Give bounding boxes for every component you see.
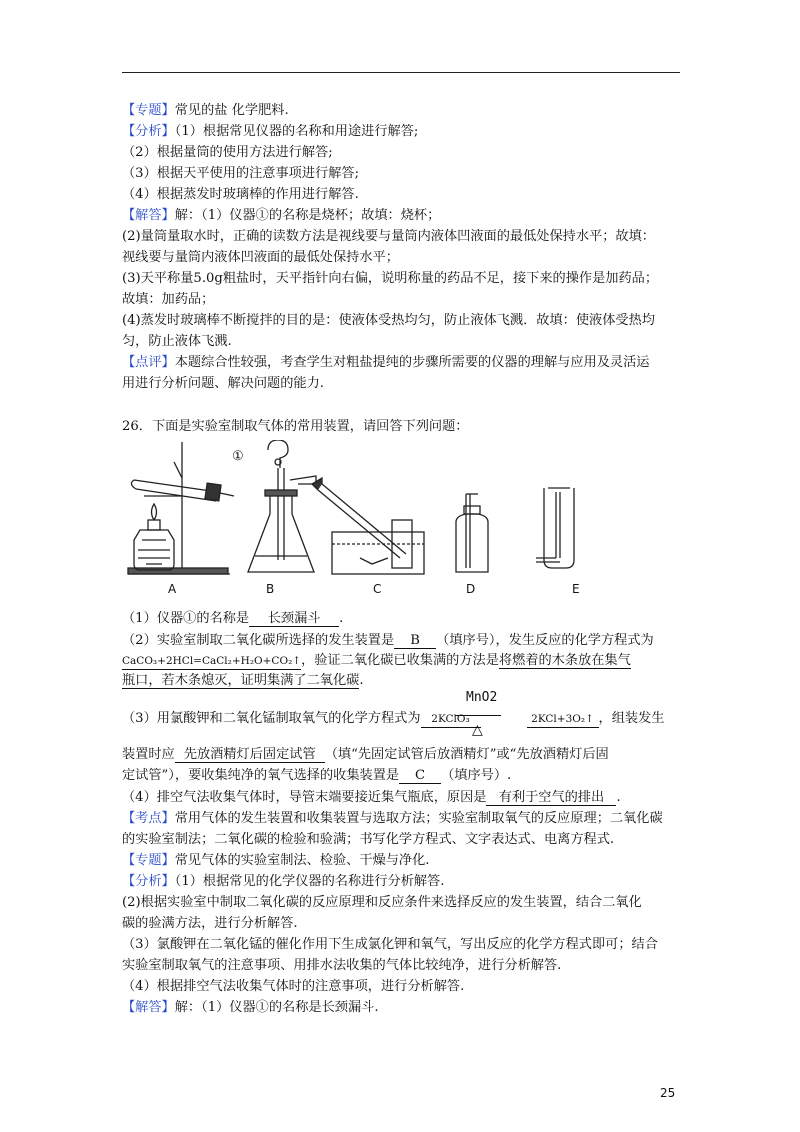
apparatus-d [456,494,488,572]
figure-label-a: A [168,582,177,596]
jieda-26-line-1 [122,999,379,1017]
answer-4-line [122,789,621,807]
answer-1-value: 长颈漏斗 [249,611,339,627]
answer-3-prefix: （3）用氯酸钾和二氧化锰制取氧气的化学方程式为 [122,711,421,726]
answer-3-order: 先放酒精灯后固定试管 [175,747,325,763]
jieda-line-2b: 视线要与量筒内液体凹液面的最低处保持水平； [122,250,399,265]
fenxi-line-4: （4）根据蒸发时玻璃棒的作用进行解答. [122,187,359,202]
kaodian-text-1: 常用气体的发生装置和收集装置与选取方法；实验室制取氧气的反应原理；二氧化碳 [174,811,663,826]
answer-2-mid2: ，验证二氧化碳已收集满的方法是 [301,653,499,668]
apparatus-drawing [120,440,600,600]
jieda-line-1 [122,207,440,225]
header-rule [122,72,680,73]
answer-2-device: B [394,633,436,649]
answer-2-prefix: （2）实验室制取二氧化碳所选择的发生装置是 [122,633,395,648]
jieda-line-3b: 故填：加药品； [122,292,215,307]
kaodian-line-1 [122,810,663,828]
answer-2-method-a: 将燃着的木条放在集气 [498,653,631,668]
answer-2-line-3 [122,672,364,690]
jieda-line-4a: (4)蒸发时玻璃棒不断搅拌的目的是：使液体受热均匀，防止液体飞溅．故填：使液体受热均 [122,313,655,328]
jieda-line-3a: (3)天平称量5.0g粗盐时，天平指针向右偏，说明称量的药品不足，接下来的操作是加药品； [122,271,659,286]
answer-3-eq-right: 2KCl+3O₂↑ [527,712,599,728]
answer-3-line2-mid: （填“先固定试管后放酒精灯”或“先放酒精灯后固 [324,747,609,762]
dianping-line-1 [122,354,650,372]
answer-3-line-1 [122,710,664,728]
jieda-line-2a: (2)量筒量取水时，正确的读数方法是视线要与量筒内液体凹液面的最低处保持水平；故填： [122,229,655,244]
answer-4-reason: 有利于空气的排出 [486,790,616,806]
figure-label-d: D [466,582,476,596]
question-26-stem: 26．下面是实验室制取气体的常用装置，请回答下列问题： [122,419,469,434]
dianping-text-1: 本题综合性较强，考查学生对粗盐提纯的步骤所需要的仪器的理解与应用及灵活运 [174,355,650,370]
answer-1-suffix: . [339,611,344,626]
tag-zhuanti: 【专题】 [122,103,175,118]
heat-symbol: △ [472,722,483,738]
circle-one-label: ① [232,449,244,464]
tag-fenxi-2: 【分析】 [122,874,175,889]
tag-kaodian: 【考点】 [122,811,175,826]
answer-2-method-b: 瓶口，若木条熄灭，证明集满了二氧化碳 [122,673,360,688]
reaction-arrow [455,715,501,716]
fenxi-26-line-2a: (2)根据实验室中制取二氧化碳的反应原理和反应条件来选择反应的发生装置，结合二氧化 [122,895,642,910]
apparatus-b [248,440,316,572]
tag-dianping: 【点评】 [122,355,175,370]
apparatus-c [312,478,424,574]
answer-3-line-2 [122,746,609,764]
jieda-text-1: 解：（1）仪器①的名称是烧杯；故填：烧杯； [174,208,441,223]
figure-label-b: B [266,582,275,596]
zhuanti-text-2: 常见气体的实验室制法、检验、干燥与净化. [174,853,430,868]
fenxi-26-line-3b: 实验室制取氧气的注意事项、用排水法收集的气体比较纯净，进行分析解答. [122,958,562,973]
catalyst-label: MnO2 [466,690,498,705]
fenxi-26-text-1: （1）根据常见的化学仪器的名称进行分析解答. [174,874,445,889]
jieda-26-text-1: 解：（1）仪器①的名称是长颈漏斗. [174,1000,379,1015]
fenxi-26-line-2b: 碳的验满方法，进行分析解答. [122,916,298,931]
tag-jieda: 【解答】 [122,208,175,223]
dianping-line-2: 用进行分析问题、解决问题的能力. [122,376,325,391]
fenxi-line-2: （2）根据量筒的使用方法进行解答; [122,145,333,160]
answer-3-line3-prefix: 定试管”），要收集纯净的氧气选择的收集装置是 [122,768,400,783]
answer-2-equation: CaCO₃+2HCl=CaCl₂+H₂O+CO₂↑ [122,654,301,670]
fenxi-26-line-1 [122,873,444,891]
fenxi-26-line-3a: （3）氯酸钾在二氧化锰的催化作用下生成氯化钾和氧气，写出反应的化学方程式即可；结合 [122,937,658,952]
zhuanti-text-1: 常见的盐 化学肥料. [174,103,289,118]
answer-1-prefix: （1）仪器①的名称是 [122,611,250,626]
answer-4-suffix: . [616,790,621,805]
apparatus-e [536,488,574,568]
fenxi-line-1 [122,123,418,141]
apparatus-figure [120,440,600,600]
answer-2-line-2 [122,652,631,670]
tag-fenxi: 【分析】 [122,124,175,139]
answer-3-line2-prefix: 装置时应 [122,747,175,762]
answer-3-mid: ，组装发生 [598,711,665,726]
page-number: 25 [660,1086,676,1100]
tag-jieda-2: 【解答】 [122,1000,175,1015]
figure-label-c: C [373,582,382,596]
tag-zhuanti-2: 【专题】 [122,853,175,868]
answer-3-line-3 [122,767,511,785]
jieda-line-4b: 匀，防止液体飞溅. [122,334,232,349]
zhuanti-line-1 [122,102,289,120]
kaodian-line-2: 的实验室制法；二氧化碳的检验和验满；书写化学方程式、文字表达式、电离方程式. [122,832,615,847]
apparatus-a [128,442,234,574]
fenxi-text-1: （1）根据常见仪器的名称和用途进行解答; [174,124,419,139]
answer-3-collector: C [399,768,441,784]
fenxi-line-3: （3）根据天平使用的注意事项进行解答; [122,166,360,181]
answer-2-suffix: . [359,673,364,688]
answer-3-line3-suffix: （填序号）. [441,768,512,783]
answer-4-prefix: （4）排空气法收集气体时，导管末端要接近集气瓶底，原因是 [122,790,487,805]
answer-1-line [122,610,343,628]
answer-2-line-1 [122,632,654,650]
fenxi-26-line-4: （4）根据排空气法收集气体时的注意事项，进行分析解答. [122,979,465,994]
answer-3-eq-left: 2KClO₃ [421,712,481,728]
figure-label-e: E [572,582,580,596]
answer-2-mid: （填序号），发生反应的化学方程式为 [436,633,654,648]
zhuanti-line-2 [122,852,430,870]
